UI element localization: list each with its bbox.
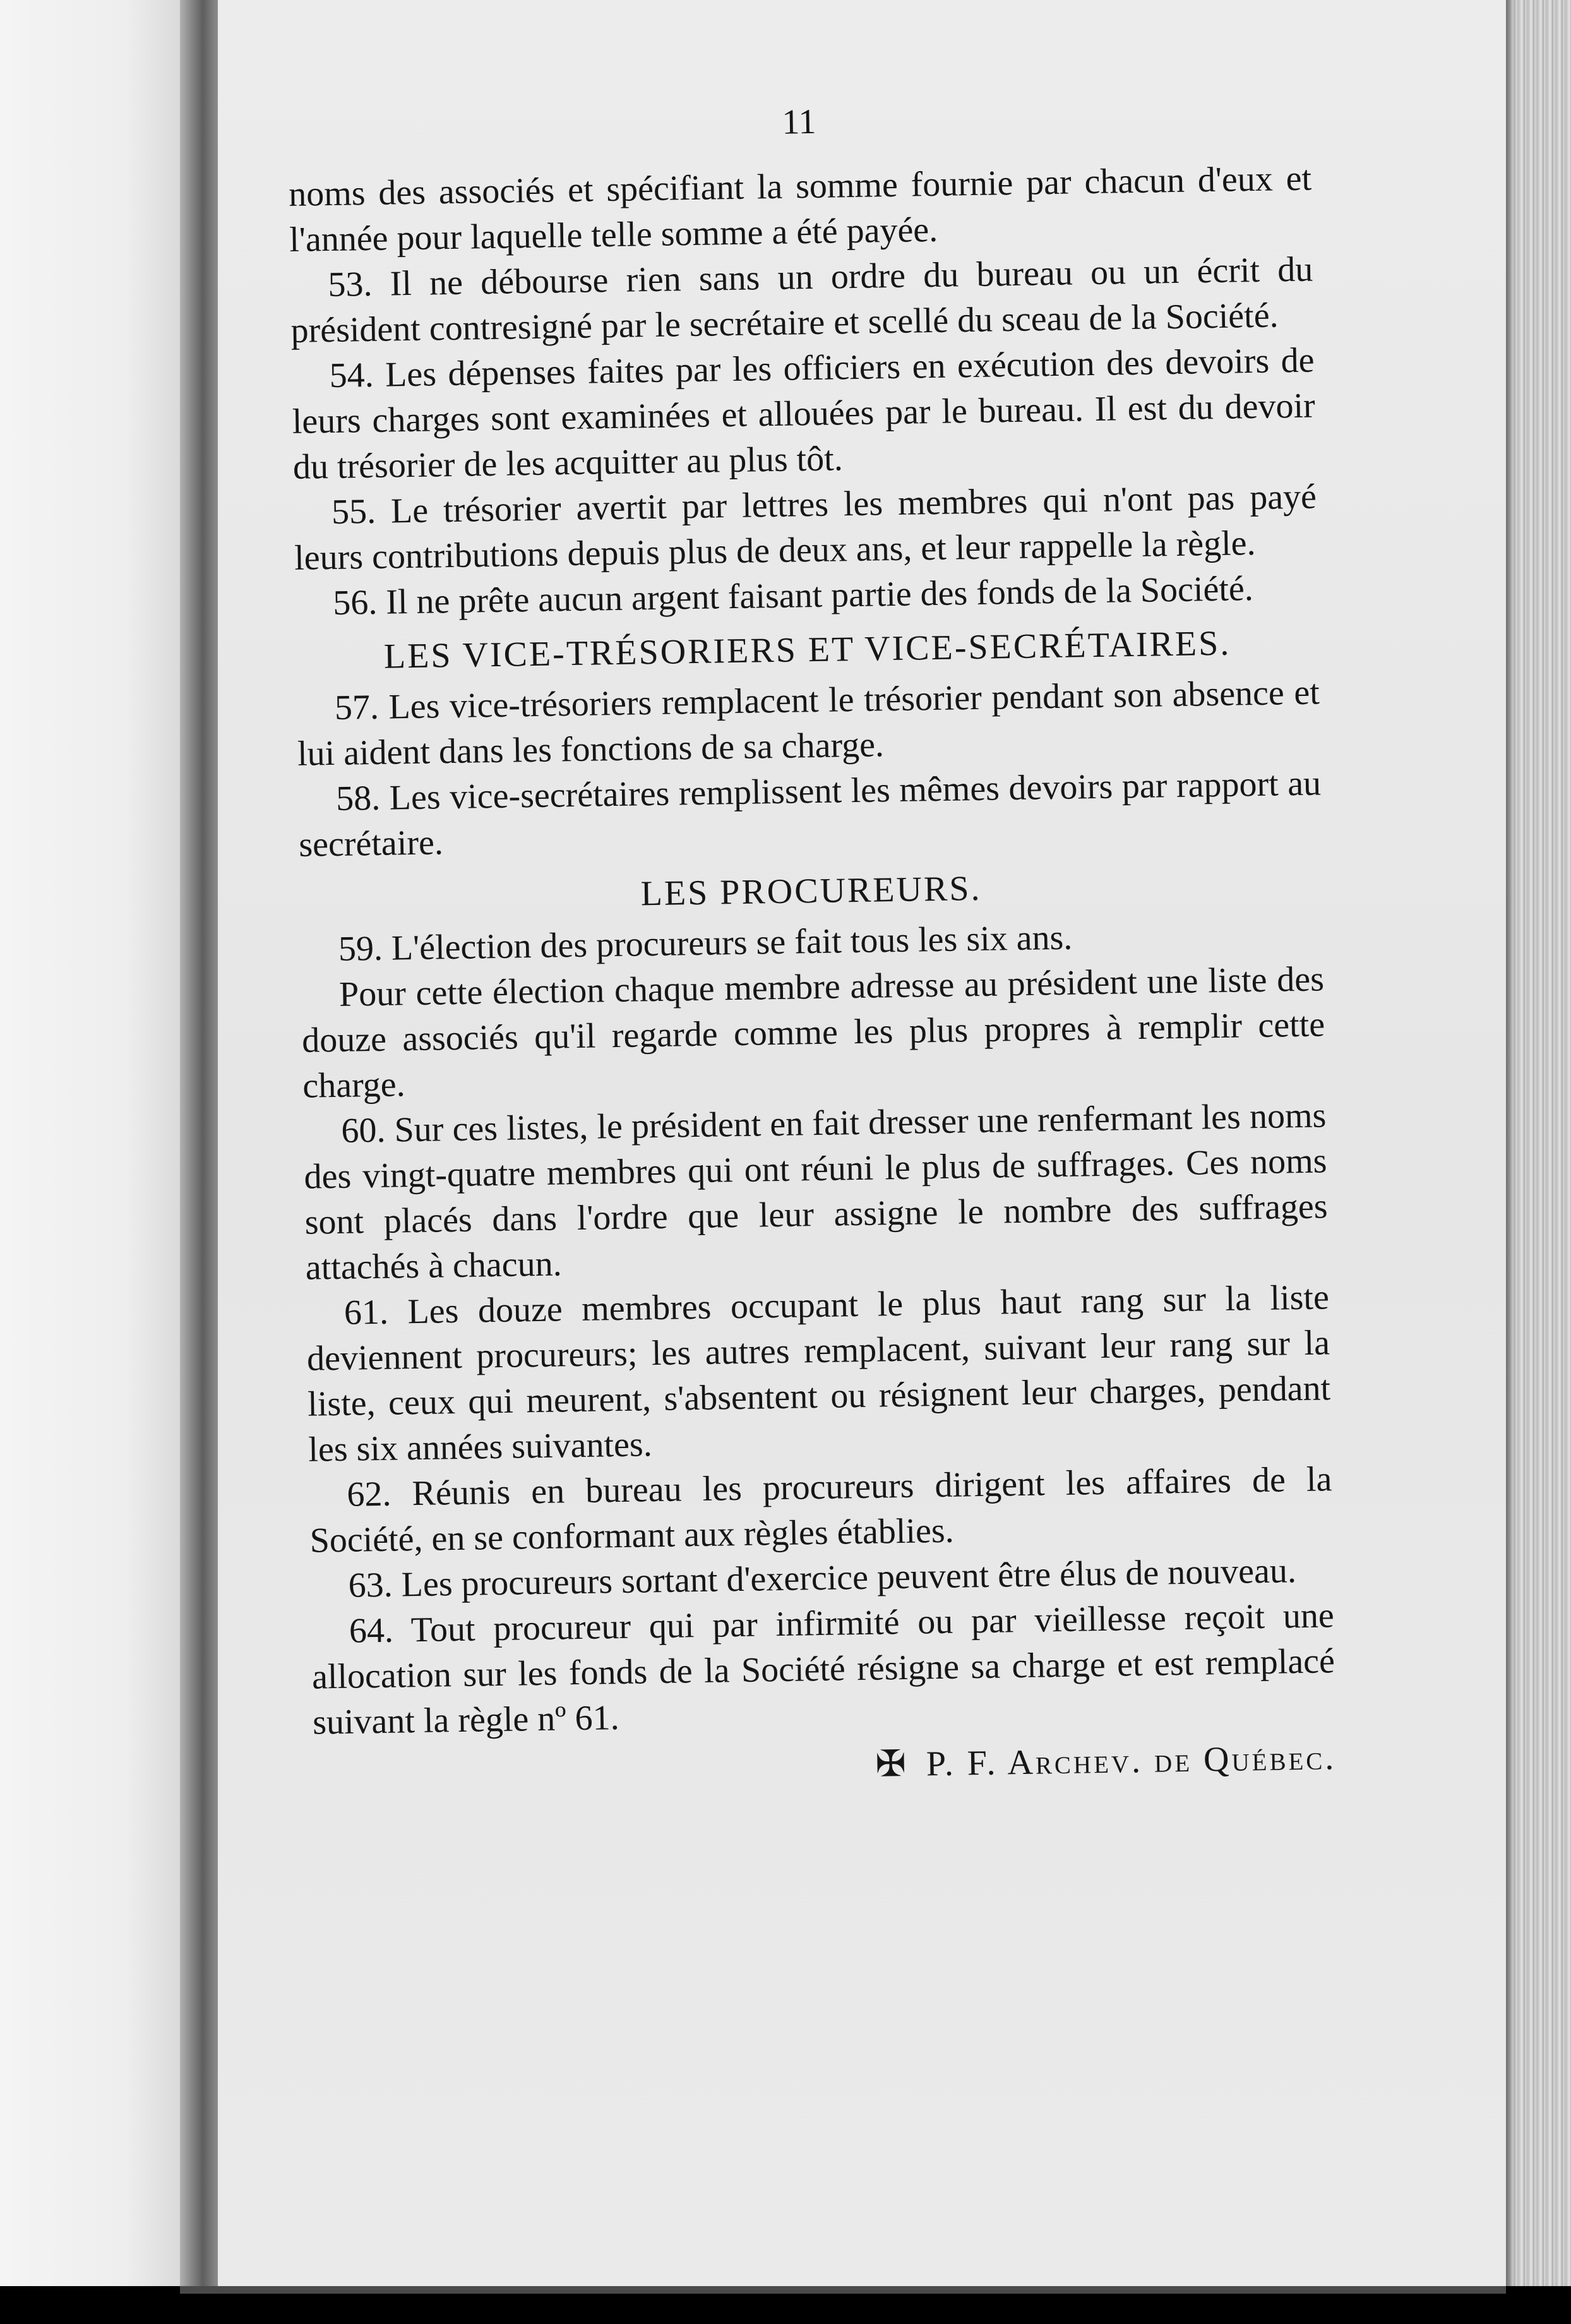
page-number: 11 [782,102,816,142]
article-57: 57. Les vice-trésoriers remplacent le trésorier pendant son absence et lui aident dans les fonctions de sa charge. [297,673,1320,774]
cross-patee-icon: ✠ [875,1742,909,1785]
article-54: 54. Les dépenses faites par les officiers en exécution des devoirs de leurs charges sont examinées et allouées par le bureau. Il est du devoir du trésorier de les acquitter au plus tôt. [292,340,1316,487]
article-56: 56. Il ne prête aucun argent faisant partie des fonds de la Société. [332,569,1254,623]
article-63: 63. Les procureurs sortant d'exercice peuvent être élus de nouveau. [348,1551,1297,1605]
article-62: 62. Réunis en bureau les procureurs dirigent les affaires de la Société, en se conformant aux règles établies. [309,1459,1332,1560]
left-page-margin [0,0,180,2324]
page-edge-shadow [1506,0,1515,2286]
bottom-page-edge [180,2286,1506,2294]
bottom-band [0,2286,1571,2324]
article-60: 60. Sur ces listes, le président en fait dresser une renfermant les noms des vingt-quatre membres qui ont réuni le plus de suffrages. Ces noms sont placés dans l'ordre que leur assigne le nombre des suffrages attachés à chacun. [304,1096,1329,1288]
article-61: 61. Les douze membres occupant le plus haut rang sur la liste deviennent procureurs; les autres remplacent, suivant leur rang sur la liste, ceux qui meurent, s'absentent ou résignent leur charges, pendant les six années suivantes. [306,1278,1331,1470]
article-58: 58. Les vice-secrétaires remplissent les mêmes devoirs par rapport au secrétaire. [298,764,1322,865]
article-53: 53. Il ne débourse rien sans un ordre du bureau ou un écrit du président contresigné par le secrétaire et scellé du sceau de la Société. [290,249,1313,350]
article-64: 64. Tout procureur qui par infirmité ou par vieillesse reçoit une allocation sur les fonds de la Société résigne sa charge et est remplacé suivant la règle nº 61. [311,1596,1335,1742]
section-heading-vice: LES VICE-TRÉSORIERS ET VICE-SECRÉTAIRES. [383,623,1231,676]
section-heading-procureurs: LES PROCUREURS. [640,868,982,914]
book-gutter [180,0,218,2324]
page-text [287,92,1337,1797]
paragraph-continuation: noms des associés et spécifiant la somme fournie par chacun d'eux et l'année pour laquelle telle somme a été payée. [288,159,1312,260]
article-59-continued: Pour cette élection chaque membre adresse au président une liste des douze associés qu'il regarde comme les plus propres à remplir cette charge. [301,959,1325,1106]
article-55: 55. Le trésorier avertit par lettres les membres qui n'ont pas payé leurs contributions depuis plus de deux ans, et leur rappelle la règle. [294,477,1317,578]
signature-text: P. F. Archev. de Québec. [926,1738,1337,1784]
article-59: 59. L'élection des procureurs se fait tous les six ans. [338,918,1073,969]
page-edge [1506,0,1571,2286]
